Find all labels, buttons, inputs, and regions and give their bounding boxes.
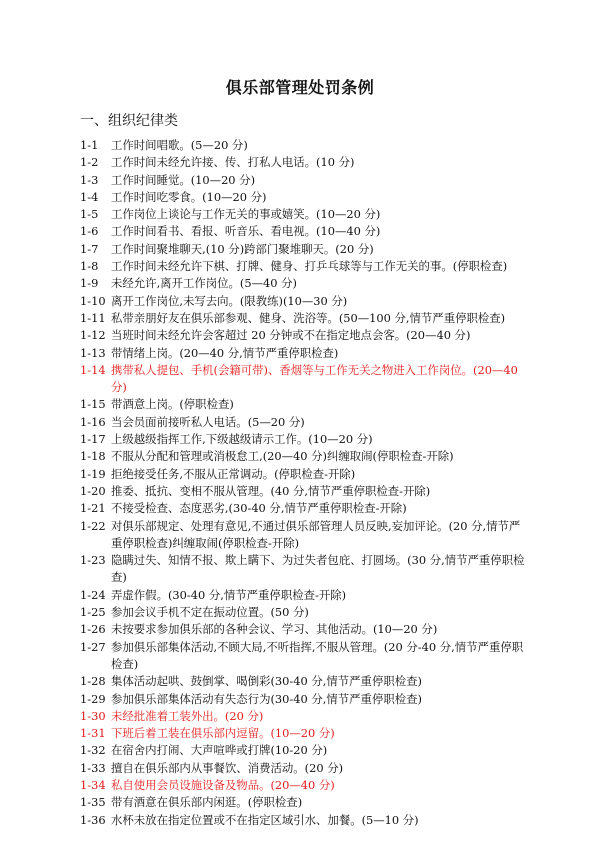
rule-item — [80, 812, 530, 829]
rule-number: 1-3 — [80, 172, 99, 187]
rule-number: 1-31 — [80, 726, 106, 741]
rule-item — [80, 172, 530, 189]
rule-item — [80, 621, 530, 638]
rule-text: 上级越级指挥工作,下级越级请示工作。(10—20 分) — [111, 432, 373, 447]
rule-item — [80, 639, 530, 674]
rule-number: 1-27 — [80, 639, 106, 654]
rule-text: 当班时间未经允许会客超过 20 分钟或不在指定地点会客。(20—40 分) — [111, 328, 471, 343]
rule-item — [80, 760, 530, 777]
rule-text: 带酒意上岗。(停职检查) — [111, 397, 234, 412]
rule-number: 1-8 — [80, 259, 99, 274]
rule-number: 1-25 — [80, 605, 106, 620]
rule-text: 工作岗位上谈论与工作无关的事或嬉笑。(10—20 分) — [111, 207, 381, 222]
rule-item — [80, 345, 530, 362]
rule-item — [80, 587, 530, 604]
rule-text: 在宿舍内打闹、大声喧哗或打牌(10-20 分) — [111, 743, 328, 758]
rule-text: 工作时间吃零食。(10—20 分) — [111, 189, 267, 204]
rule-number: 1-34 — [80, 777, 106, 792]
rule-text: 参加会议手机不定在振动位置。(50 分) — [111, 605, 309, 620]
rule-text: 参加俱乐部集体活动,不顾大局,不听指挥,不服从管理。(20 分-40 分,情节严重停职检查) — [111, 639, 524, 671]
rule-item — [80, 552, 530, 587]
rule-item — [80, 673, 530, 690]
rule-number: 1-36 — [80, 812, 106, 827]
rule-number: 1-32 — [80, 743, 106, 758]
rule-number: 1-18 — [80, 449, 106, 464]
rule-text: 水杯未放在指定位置或不在指定区域引水、加餐。(5—10 分) — [111, 812, 419, 827]
rule-number: 1-19 — [80, 466, 106, 481]
rule-text: 不接受检查、态度恶劣,(30-40 分,情节严重停职检查-开除) — [111, 501, 407, 516]
rule-text: 工作时间未经允许接、传、打私人电话。(10 分) — [111, 155, 355, 170]
rule-text: 未按要求参加俱乐部的各种会议、学习、其他活动。(10—20 分) — [111, 622, 438, 637]
rule-number: 1-33 — [80, 760, 106, 775]
rule-text: 离开工作岗位,未写去向。(限教练)(10—30 分) — [111, 293, 348, 308]
rule-text: 下班后着工装在俱乐部内逗留。(10—20 分) — [111, 726, 335, 741]
rule-number: 1-26 — [80, 622, 106, 637]
rule-item — [80, 414, 530, 431]
rule-item — [80, 327, 530, 344]
rule-number: 1-23 — [80, 553, 106, 568]
rule-item — [80, 275, 530, 292]
rule-number: 1-1 — [80, 138, 99, 152]
rule-text: 未经允许,离开工作岗位。(5—40 分) — [111, 276, 297, 291]
rule-text: 工作时间聚堆聊天,(10 分)跨部门聚堆聊天。(20 分) — [111, 241, 374, 256]
rule-item — [80, 708, 530, 725]
rule-number: 1-29 — [80, 691, 106, 706]
rule-number: 1-4 — [80, 189, 99, 204]
rule-text: 弄虚作假。(30-40 分,情节严重停职检查-开除) — [111, 587, 347, 602]
rule-item — [80, 241, 530, 258]
rule-item — [80, 206, 530, 223]
rule-number: 1-20 — [80, 483, 106, 498]
rule-text: 工作时间唱歌。(5—20 分) — [111, 138, 248, 152]
rule-number: 1-5 — [80, 207, 99, 222]
rule-number: 1-11 — [80, 310, 106, 325]
rule-text: 工作时间未经允许下棋、打牌、健身、打乒乓球等与工作无关的事。(停职检查) — [111, 259, 508, 274]
rule-number: 1-28 — [80, 674, 106, 689]
rule-text: 当会员面前接听私人电话。(5—20 分) — [111, 414, 305, 429]
rule-number: 1-24 — [80, 587, 106, 602]
rule-text: 对俱乐部规定、处理有意见,不通过俱乐部管理人员反映,妄加评论。(20 分,情节严重停职检查)纠缠取闹(停职检查-开除) — [111, 518, 521, 550]
rule-text: 推委、抵抗、变相不服从管理。(40 分,情节严重停职检查-开除) — [111, 483, 431, 498]
rule-number: 1-21 — [80, 501, 106, 516]
rule-number: 1-13 — [80, 345, 106, 360]
rule-number: 1-17 — [80, 432, 106, 447]
rule-item — [80, 777, 530, 794]
rule-item — [80, 154, 530, 171]
rule-item — [80, 431, 530, 448]
rule-number: 1-12 — [80, 328, 106, 343]
rule-item — [80, 691, 530, 708]
rule-number: 1-7 — [80, 241, 99, 256]
rule-item — [80, 518, 530, 553]
rule-item — [80, 396, 530, 413]
document-title: 俱乐部管理处罚条例 — [225, 78, 375, 97]
rule-item — [80, 448, 530, 465]
rule-text: 不服从分配和管理或消极怠工,(20—40 分)纠缠取闹(停职检查-开除) — [111, 449, 454, 464]
rule-text: 携带私人提包、手机(会籍可带)、香烟等与工作无关之物进入工作岗位。(20—40 分) — [111, 362, 518, 395]
rule-item — [80, 223, 530, 240]
rule-text: 参加俱乐部集体活动有失态行为(30-40 分,情节严重停职检查) — [111, 691, 422, 706]
rule-item — [80, 500, 530, 517]
rule-text: 隐瞒过失、知情不报、欺上瞒下、为过失者包庇、打圆场。(30 分,情节严重停职检查) — [111, 553, 525, 585]
rule-number: 1-30 — [80, 708, 106, 723]
rule-text: 工作时间看书、看报、听音乐、看电视。(10—40 分) — [111, 224, 381, 239]
rule-number: 1-16 — [80, 414, 106, 429]
rule-item — [80, 742, 530, 759]
rule-item — [80, 189, 530, 206]
rule-text: 工作时间睡觉。(10—20 分) — [111, 172, 256, 187]
rule-item — [80, 483, 530, 500]
rule-number: 1-6 — [80, 224, 99, 239]
rule-item — [80, 725, 530, 742]
rule-text: 带情绪上岗。(20—40 分,情节严重停职检查) — [111, 345, 339, 360]
rule-text: 带有酒意在俱乐部内闲逛。(停职检查) — [111, 795, 303, 810]
rule-text: 擅自在俱乐部内从事餐饮、消费活动。(20 分) — [111, 760, 344, 775]
rule-number: 1-35 — [80, 795, 106, 810]
rule-number: 1-14 — [80, 362, 106, 377]
rule-number: 1-22 — [80, 518, 106, 533]
rule-list — [80, 137, 530, 829]
rule-text: 拒绝接受任务,不服从正常调动。(停职检查-开除) — [111, 466, 356, 481]
rule-item — [80, 137, 530, 154]
rule-item — [80, 310, 530, 327]
rule-item — [80, 258, 530, 275]
rule-number: 1-2 — [80, 155, 99, 170]
rule-text: 集体活动起哄、鼓倒掌、喝倒彩(30-40 分,情节严重停职检查) — [111, 674, 422, 689]
rule-item — [80, 293, 530, 310]
rule-number: 1-15 — [80, 397, 106, 412]
rule-text: 未经批准着工装外出。(20 分) — [111, 708, 264, 723]
rule-text: 私自使用会员设施设备及物品。(20—40 分) — [111, 777, 335, 792]
rule-text: 私带亲朋好友在俱乐部参观、健身、洗浴等。(50—100 分,情节严重停职检查) — [111, 310, 506, 325]
rule-number: 1-10 — [80, 293, 106, 308]
rule-item — [80, 794, 530, 811]
section-heading: 一、组织纪律类 — [80, 113, 178, 129]
rule-number: 1-9 — [80, 276, 99, 291]
rule-item — [80, 466, 530, 483]
rule-item — [80, 362, 530, 397]
rule-item — [80, 604, 530, 621]
